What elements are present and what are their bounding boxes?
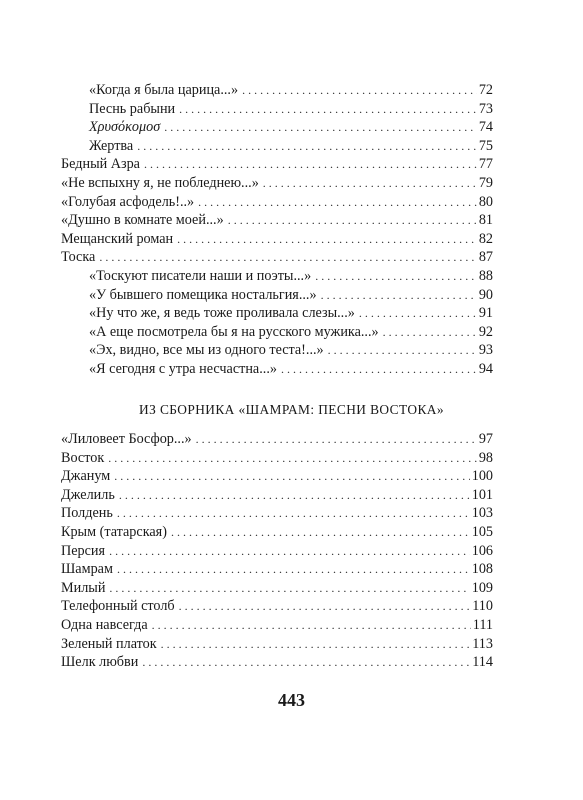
leader-dots [108,449,477,468]
leader-dots [263,174,477,193]
toc-entry [89,360,493,379]
toc-entry-title: «Эх, видно, все мы из одного теста!...» [89,342,324,359]
toc-entry-title: Мещанский роман [61,230,174,247]
toc-entry-title: Шелк любви [61,654,139,671]
toc-entry-title: Тоска [61,249,96,266]
toc-entry [61,523,493,542]
toc-entry-page: 105 [471,523,493,540]
leader-dots [137,137,477,156]
toc-entry [61,449,493,468]
toc-entry-page: 103 [471,505,493,522]
leader-dots [228,211,477,230]
toc-entry-page: 75 [478,137,493,154]
leader-dots [161,635,471,654]
leader-dots [152,616,471,635]
leader-dots [171,523,470,542]
leader-dots [321,286,477,305]
toc-entry-title: Полдень [61,505,113,522]
toc-entry [61,597,493,616]
toc-entry-title: Крым (татарская) [61,523,167,540]
toc-entry [61,211,493,230]
toc-entry [89,286,493,305]
leader-dots [179,597,471,616]
toc-part1 [61,81,493,379]
toc-entry-page: 74 [478,119,493,136]
toc-entry [61,635,493,654]
toc-entry [89,118,493,137]
leader-dots [179,100,477,119]
toc-entry-page: 106 [471,542,493,559]
toc-entry [61,504,493,523]
toc-entry [61,542,493,561]
leader-dots [281,360,477,379]
toc-entry-page: 110 [472,598,493,615]
toc-entry-title: «Ну что же, я ведь тоже проливала слезы...» [89,305,355,322]
toc-entry-page: 81 [478,212,493,229]
toc-entry-title: Телефонный столб [61,598,175,615]
leader-dots [198,193,477,212]
section-heading: ИЗ СБОРНИКА «ШАМРАМ: ПЕСНИ ВОСТОКА» [139,402,444,417]
toc-entry [61,193,493,212]
leader-dots [109,542,470,561]
leader-dots [177,230,477,249]
toc-entry [61,230,493,249]
leader-dots [315,267,477,286]
leader-dots [383,323,477,342]
toc-entry-title: Зеленый платок [61,635,157,652]
toc-entry-page: 91 [478,305,493,322]
toc-entry-page: 90 [478,286,493,303]
toc-entry [61,467,493,486]
toc-entry-page: 101 [471,486,493,503]
leader-dots [99,248,476,267]
toc-entry [89,323,493,342]
toc-entry-title: Восток [61,449,105,466]
toc-entry-page: 108 [471,561,493,578]
toc-entry-page: 77 [478,156,493,173]
toc-entry [89,100,493,119]
toc-entry-title: Шамрам [61,561,113,578]
toc-entry-page: 93 [478,342,493,359]
toc-entry-title: Χρυσόκομοσ [89,119,161,136]
toc-entry-title: «Голубая асфодель!..» [61,193,195,210]
toc-entry-title: «У бывшего помещика ностальгия...» [89,286,317,303]
toc-entry [61,653,493,672]
toc-entry-page: 73 [478,100,493,117]
leader-dots [164,118,477,137]
toc-entry-title: «Тоскуют писатели наши и поэты...» [89,267,312,284]
toc-entry-page: 72 [478,82,493,98]
toc-entry-page: 97 [478,431,493,447]
toc-entry-title: Бедный Азра [61,156,140,173]
toc-entry [61,174,493,193]
toc-entry-page: 94 [478,360,493,377]
leader-dots [114,467,469,486]
toc-entry [89,137,493,156]
toc-entry-title: «Лиловеет Босфор...» [61,431,192,447]
toc-entry-title: «Душно в комнате моей...» [61,212,224,229]
toc-entry-page: 109 [471,579,493,596]
leader-dots [119,486,470,505]
toc-entry-title: Одна навсегда [61,616,148,633]
leader-dots [144,155,477,174]
leader-dots [242,81,477,100]
page-number: 443 [278,690,305,710]
toc-entry-page: 82 [478,230,493,247]
toc-entry [89,304,493,323]
toc-entry-title: «А еще посмотрела бы я на русского мужика...» [89,323,379,340]
toc-entry-page: 114 [472,654,493,671]
toc-entry [61,579,493,598]
toc-entry-page: 79 [478,174,493,191]
toc-entry-title: «Я сегодня с утра несчастна...» [89,360,277,377]
toc-entry-title: Персия [61,542,106,559]
toc-entry-page: 88 [478,267,493,284]
leader-dots [117,560,470,579]
toc-entry-page: 92 [478,323,493,340]
leader-dots [328,341,477,360]
leader-dots [117,504,470,523]
toc-entry-page: 100 [471,468,493,485]
toc-entry-title: Джанум [61,468,111,485]
toc-entry [61,155,493,174]
toc-entry-title: Джелиль [61,486,115,503]
toc-entry-title: «Когда я была царица...» [89,82,239,98]
toc-entry-title: Жертва [89,137,134,154]
toc-entry-page: 98 [478,449,493,466]
leader-dots [196,430,477,449]
leader-dots [142,653,470,672]
toc-entry [89,81,493,100]
toc-entry [61,486,493,505]
toc-entry [89,267,493,286]
toc-entry [61,616,493,635]
toc-entry-page: 111 [472,616,493,633]
toc-part2 [61,430,493,672]
leader-dots [109,579,469,598]
toc-entry-page: 113 [472,635,493,652]
toc-entry-title: Песнь рабыни [89,100,176,117]
toc-entry-page: 87 [478,249,493,266]
toc-entry [61,430,493,449]
toc-entry [89,341,493,360]
toc-entry [61,560,493,579]
leader-dots [359,304,477,323]
toc-entry-title: Милый [61,579,106,596]
toc-entry [61,248,493,267]
toc-entry-title: «Не вспыхну я, не побледнею...» [61,174,259,191]
toc-entry-page: 80 [478,193,493,210]
